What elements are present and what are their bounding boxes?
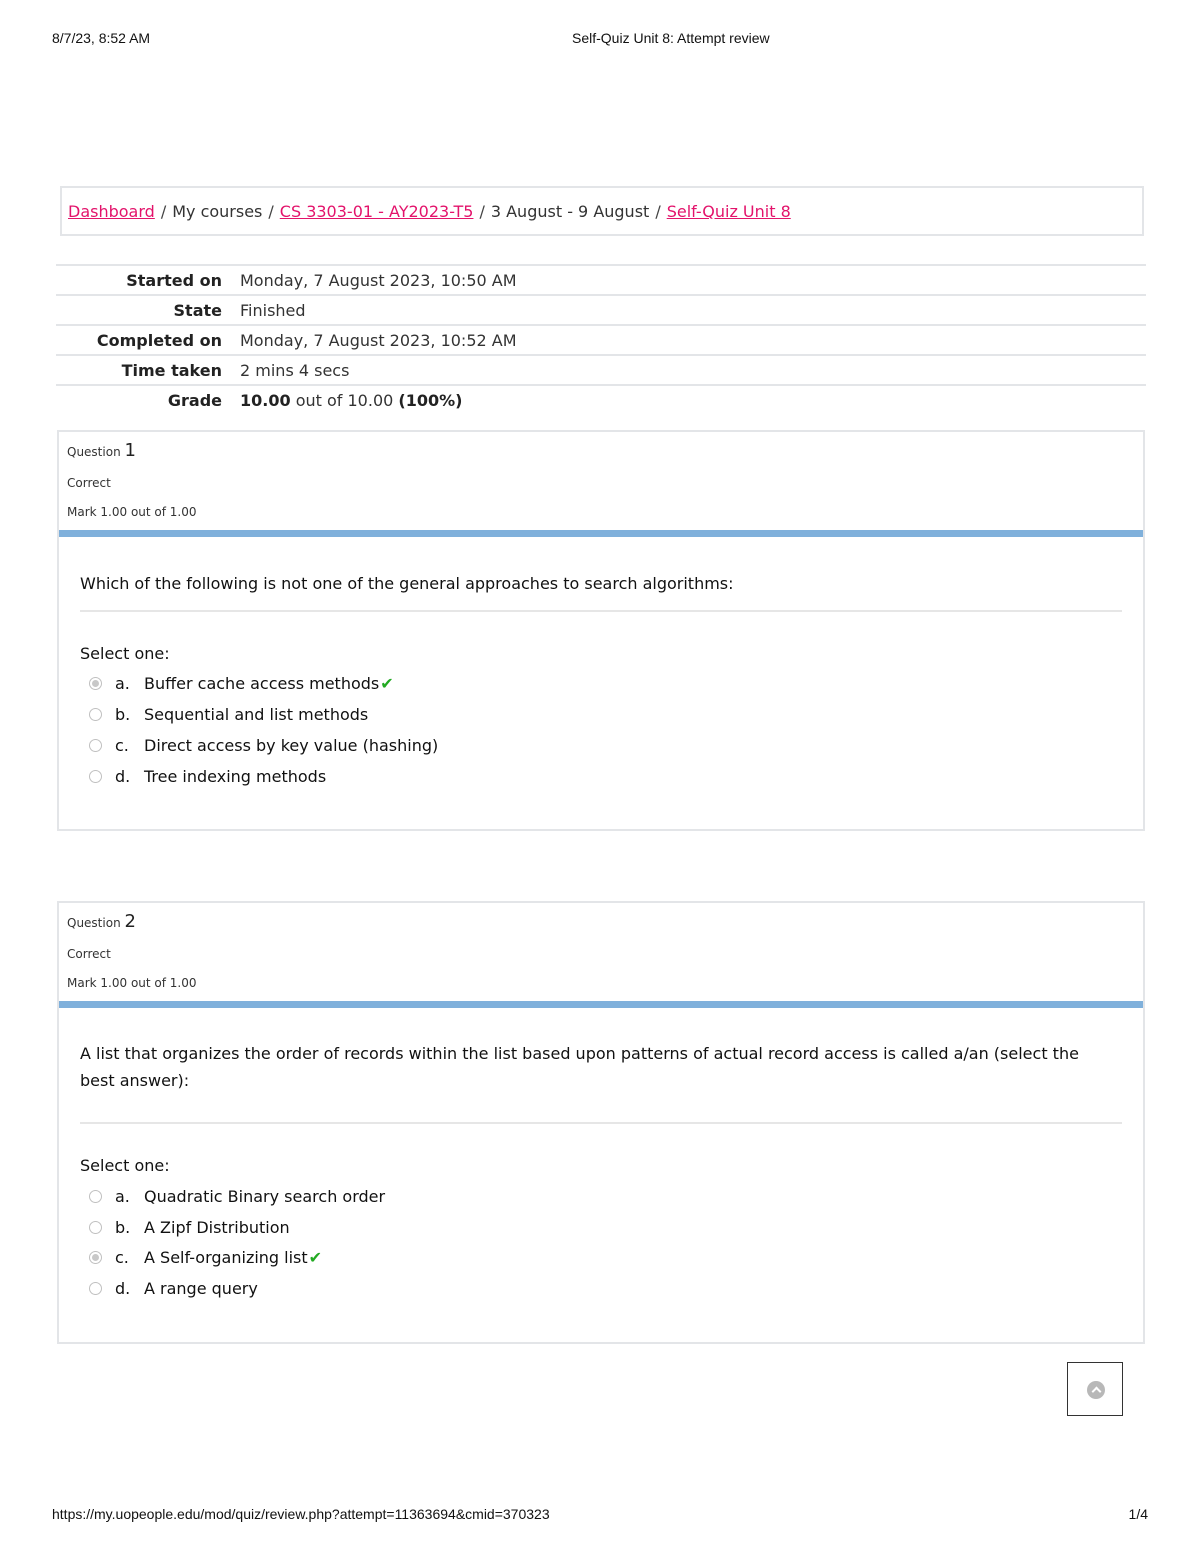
question-state: Correct <box>67 947 111 961</box>
summary-value: 2 mins 4 secs <box>240 355 1146 385</box>
answer-text-wrap <box>144 1248 322 1267</box>
radio-button[interactable] <box>89 1282 102 1295</box>
question-mark: Mark 1.00 out of 1.00 <box>67 976 197 990</box>
summary-label: State <box>56 295 240 325</box>
breadcrumb-dashboard-link[interactable]: Dashboard <box>68 202 155 221</box>
summary-label: Completed on <box>56 325 240 355</box>
grade-out-of: out of 10.00 <box>295 390 394 410</box>
print-page-number: 1/4 <box>1128 1506 1148 1522</box>
answer-letter: b. <box>115 1218 131 1237</box>
summary-value: Finished <box>240 295 1146 325</box>
radio-button[interactable] <box>89 1251 102 1264</box>
summary-value: Monday, 7 August 2023, 10:50 AM <box>240 265 1146 295</box>
checkmark-icon: ✔ <box>380 674 394 693</box>
summary-row-state <box>56 295 1146 325</box>
question-text-divider <box>80 610 1122 612</box>
answer-text: Sequential and list methods <box>144 705 369 724</box>
answer-letter: b. <box>115 705 131 724</box>
print-title: Self-Quiz Unit 8: Attempt review <box>572 30 770 46</box>
question-mark: Mark 1.00 out of 1.00 <box>67 505 197 519</box>
question-text-divider <box>80 1122 1122 1124</box>
radio-button[interactable] <box>89 770 102 783</box>
breadcrumb-separator: / <box>655 202 661 221</box>
breadcrumb-course-link[interactable]: CS 3303-01 - AY2023-T5 <box>279 202 474 221</box>
summary-row-started <box>56 265 1146 295</box>
breadcrumb-separator: / <box>160 202 167 221</box>
answer-letter: c. <box>115 736 129 755</box>
answer-letter: a. <box>115 674 130 693</box>
breadcrumb-separator: / <box>479 202 485 221</box>
question-state: Correct <box>67 476 111 490</box>
question-info <box>59 903 1143 1001</box>
question-label: Question <box>67 445 121 459</box>
answer-letter: c. <box>115 1248 129 1267</box>
breadcrumb-my-courses: My courses <box>172 202 263 221</box>
radio-button[interactable] <box>89 677 102 690</box>
answer-text: Quadratic Binary search order <box>144 1187 386 1206</box>
breadcrumb <box>68 202 791 221</box>
breadcrumb-container <box>60 186 1144 236</box>
question-info <box>59 432 1143 530</box>
grade-score: 10.00 <box>240 390 291 410</box>
answer-text: A Zipf Distribution <box>144 1218 290 1237</box>
summary-row-completed <box>56 325 1146 355</box>
print-datetime: 8/7/23, 8:52 AM <box>52 30 151 46</box>
checkmark-icon: ✔ <box>308 1248 323 1267</box>
summary-label: Started on <box>56 265 240 295</box>
summary-row-time-taken <box>56 355 1146 385</box>
question-2 <box>57 901 1145 1344</box>
attempt-summary-table <box>56 264 1146 414</box>
question-label: Question <box>67 916 121 930</box>
answer-text-wrap <box>144 674 394 693</box>
select-one-label: Select one: <box>80 644 170 663</box>
answer-letter: d. <box>115 767 131 786</box>
summary-label: Time taken <box>56 355 240 385</box>
summary-label: Grade <box>56 385 240 414</box>
radio-button[interactable] <box>89 708 102 721</box>
question-divider-bar <box>59 1001 1143 1008</box>
breadcrumb-week: 3 August - 9 August <box>490 202 650 221</box>
summary-grade-value <box>240 385 1146 414</box>
summary-row-grade <box>56 385 1146 414</box>
select-one-label: Select one: <box>80 1156 170 1175</box>
question-number <box>67 911 136 932</box>
question-divider-bar <box>59 530 1143 537</box>
answer-text: Buffer cache access methods <box>144 674 380 693</box>
breadcrumb-separator: / <box>268 202 274 221</box>
radio-button[interactable] <box>89 1190 102 1203</box>
back-to-top-button[interactable] <box>1067 1362 1123 1416</box>
radio-button[interactable] <box>89 1221 102 1234</box>
answer-letter: a. <box>115 1187 130 1206</box>
summary-value: Monday, 7 August 2023, 10:52 AM <box>240 325 1146 355</box>
print-footer <box>52 1506 1148 1524</box>
radio-button[interactable] <box>89 739 102 752</box>
question-number-value: 2 <box>124 911 136 932</box>
breadcrumb-quiz-link[interactable]: Self-Quiz Unit 8 <box>666 202 791 221</box>
question-text: A list that organizes the order of records within the list based upon patterns of actual record access is called a/an (select the best answer): <box>80 1044 1079 1090</box>
answer-text: A Self-organizing list <box>144 1248 308 1267</box>
question-1 <box>57 430 1145 831</box>
answer-text: Direct access by key value (hashing) <box>144 736 439 755</box>
question-number-value: 1 <box>124 440 136 461</box>
chevron-up-icon <box>1087 1381 1105 1399</box>
answer-text: A range query <box>144 1279 258 1298</box>
print-url: https://my.uopeople.edu/mod/quiz/review.php?attempt=11363694&cmid=370323 <box>52 1506 550 1522</box>
grade-percent: (100%) <box>398 390 463 410</box>
answer-text: Tree indexing methods <box>144 767 327 786</box>
question-text: Which of the following is not one of the general approaches to search algorithms: <box>80 574 734 593</box>
answer-letter: d. <box>115 1279 131 1298</box>
question-number <box>67 440 136 461</box>
print-header <box>52 30 1148 48</box>
